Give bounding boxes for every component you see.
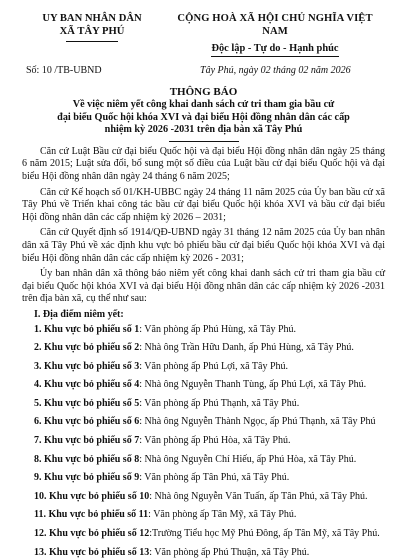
item-text: : Nhà ông Trần Hữu Danh, ấp Phú Hùng, xã Tây Phú. bbox=[139, 342, 354, 353]
item-text: : Văn phòng ấp Phú Thuận, xã Tây Phú. bbox=[149, 547, 309, 558]
subject-line: đại biểu Quốc hội khóa XVI và đại biểu Hội đồng nhân dân các cấp bbox=[22, 112, 385, 125]
list-item bbox=[22, 324, 385, 337]
list-item bbox=[22, 528, 385, 541]
document-header bbox=[22, 12, 385, 57]
legal-basis-paragraph: Căn cứ Luật Bầu cử đại biểu Quốc hội và đại biểu Hội đồng nhân dân ngày 25 tháng 6 năm 2015; Luật sửa đổi, bổ sung một số điều của Luật bầu cử đại biểu Quốc hội và đại biểu Hội đồng nhân dân ngày 24 tháng 6 năm 2025; bbox=[22, 146, 385, 184]
item-text: : Văn phòng ấp Tân Mỹ, xã Tây Phú. bbox=[148, 509, 296, 520]
national-header bbox=[165, 12, 385, 57]
item-text: : Nhà ông Nguyễn Thanh Tùng, ấp Phú Lợi, xã Tây Phú. bbox=[139, 379, 366, 390]
subject-line: Về việc niêm yết công khai danh sách cử tri tham gia bầu cử bbox=[22, 99, 385, 112]
item-label: 2. Khu vực bỏ phiếu số 2 bbox=[34, 342, 139, 353]
list-item bbox=[22, 472, 385, 485]
item-label: 13. Khu vực bỏ phiếu số 13 bbox=[34, 547, 149, 558]
document-title: THÔNG BÁO bbox=[22, 86, 385, 98]
subject-line: nhiệm kỳ 2026 -2031 trên địa bàn xã Tây Phú bbox=[22, 124, 385, 137]
list-item bbox=[22, 491, 385, 504]
list-item bbox=[22, 379, 385, 392]
item-text: : Nhà ông Nguyễn Thành Ngọc, ấp Phú Thạnh, xã Tây Phú bbox=[139, 416, 375, 427]
list-item bbox=[22, 361, 385, 374]
item-text: : Văn phòng ấp Phú Hòa, xã Tây Phú. bbox=[139, 435, 290, 446]
subject-underline bbox=[169, 141, 239, 142]
list-item bbox=[22, 454, 385, 467]
polling-location-list bbox=[22, 324, 385, 559]
item-label: 11. Khu vực bỏ phiếu số 11 bbox=[34, 509, 148, 520]
list-item bbox=[22, 547, 385, 559]
legal-basis-paragraph: Căn cứ Kế hoạch số 01/KH-UBBC ngày 24 tháng 11 năm 2025 của Ủy ban bầu cử xã Tây Phú về Triển khai công tác bầu cử đại biểu Quốc hội khóa XVI và bầu cử đại biểu Hội đồng nhân dân các cấp nhiệm kỳ 2026 – 2031; bbox=[22, 187, 385, 225]
item-text: : Nhà ông Nguyễn Văn Tuấn, ấp Tân Phú, xã Tây Phú. bbox=[149, 491, 367, 502]
list-item bbox=[22, 509, 385, 522]
item-label: 3. Khu vực bỏ phiếu số 3 bbox=[34, 361, 139, 372]
document-number: Số: 10 /TB-UBND bbox=[22, 65, 166, 76]
list-item bbox=[22, 398, 385, 411]
item-label: 8. Khu vực bỏ phiếu số 8 bbox=[34, 454, 139, 465]
agency-underline bbox=[66, 41, 118, 42]
nation-name: CỘNG HOÀ XÃ HỘI CHỦ NGHĨA VIỆT NAM bbox=[165, 12, 385, 38]
item-label: 6. Khu vực bỏ phiếu số 6 bbox=[34, 416, 139, 427]
item-text: : Nhà ông Nguyễn Chí Hiếu, ấp Phú Hòa, xã Tây Phú. bbox=[139, 454, 356, 465]
list-item bbox=[22, 342, 385, 355]
item-text: : Văn phòng ấp Phú Lợi, xã Tây Phú. bbox=[139, 361, 288, 372]
item-label: 7. Khu vực bỏ phiếu số 7 bbox=[34, 435, 139, 446]
agency-name: UY BAN NHÂN DÂN bbox=[22, 12, 162, 25]
section-heading: I. Địa điểm niêm yết: bbox=[34, 309, 385, 322]
document-date: Tây Phú, ngày 02 tháng 02 năm 2026 bbox=[166, 65, 385, 76]
item-text: : Văn phòng ấp Phú Thạnh, xã Tây Phú. bbox=[139, 398, 299, 409]
list-item bbox=[22, 435, 385, 448]
announcement-paragraph: Ủy ban nhân dân xã thông báo niêm yết công khai danh sách cử tri tham gia bầu cử đại biểu Quốc hội khóa XVI và đại biểu Hội đồng nhân dân các cấp nhiệm kỳ 2026 -2031 trên địa bàn xã, cụ thể như sau: bbox=[22, 268, 385, 306]
item-text: :Trường Tiểu học Mỹ Phú Đông, ấp Tân Mỹ, xã Tây Phú. bbox=[149, 528, 380, 539]
list-item bbox=[22, 416, 385, 429]
item-text: : Văn phòng ấp Tân Phú, xã Tây Phú. bbox=[139, 472, 289, 483]
document-meta bbox=[22, 65, 385, 76]
item-label: 1. Khu vực bỏ phiếu số 1 bbox=[34, 324, 139, 335]
item-text: : Văn phòng ấp Phú Hùng, xã Tây Phú. bbox=[139, 324, 296, 335]
item-label: 12. Khu vực bỏ phiếu số 12 bbox=[34, 528, 149, 539]
item-label: 9. Khu vực bỏ phiếu số 9 bbox=[34, 472, 139, 483]
item-label: 5. Khu vực bỏ phiếu số 5 bbox=[34, 398, 139, 409]
legal-basis-paragraph: Căn cứ Quyết định số 1914/QĐ-UBND ngày 31 tháng 12 năm 2025 của Ủy ban nhân dân xã Tây Phú về xác định khu vực bỏ phiếu bầu cử đại biểu Quốc hội khóa XVI và đại biểu Hội đồng nhân dân các cấp nhiệm kỳ 2026 - 2031; bbox=[22, 227, 385, 265]
item-label: 4. Khu vực bỏ phiếu số 4 bbox=[34, 379, 139, 390]
agency-commune: XÃ TÂY PHÚ bbox=[22, 25, 162, 38]
document-subject bbox=[22, 99, 385, 137]
issuing-agency bbox=[22, 12, 162, 42]
national-motto: Độc lập - Tự do - Hạnh phúc bbox=[211, 42, 338, 57]
item-label: 10. Khu vực bỏ phiếu số 10 bbox=[34, 491, 149, 502]
